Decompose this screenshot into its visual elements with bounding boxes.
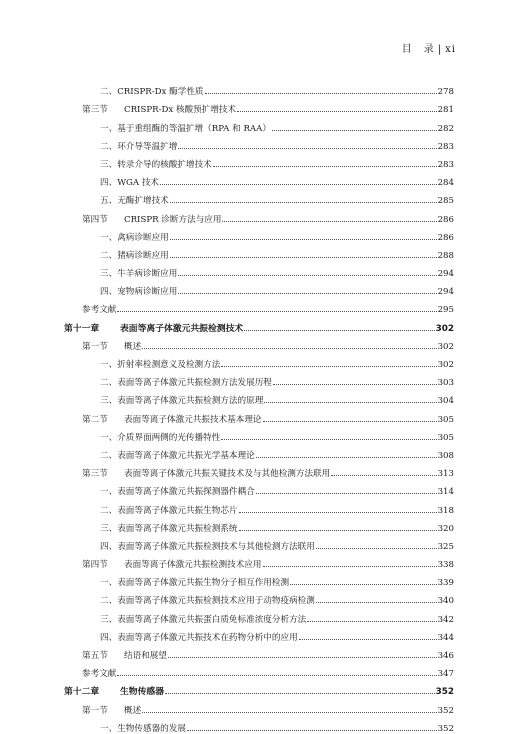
toc-entry-page: 281 [437, 105, 454, 116]
dot-leader [178, 147, 436, 149]
toc-entry-page: 303 [437, 378, 454, 389]
toc-entry-section: 第一节 [82, 705, 108, 716]
toc-entry-title: 三、表面等离子体激元共振检测系统 [100, 523, 238, 534]
toc-entry-section: 第三节 [82, 105, 108, 116]
toc-entry [64, 497, 454, 515]
toc-entry-title: 二、表面等离子体激元共振生物芯片 [100, 505, 238, 516]
toc-entry-section: 第二节 [82, 414, 108, 425]
toc-entry [64, 479, 454, 497]
dot-leader [187, 729, 437, 731]
toc-entry [64, 461, 454, 479]
dot-leader [239, 511, 437, 513]
toc-entry-page: 346 [437, 651, 454, 661]
toc-entry-title: 四、表面等离子体激元共振检测技术与其他检测方法联用 [100, 541, 315, 552]
dot-leader [263, 420, 437, 422]
toc-entry-title: 结语和展望 [124, 651, 167, 661]
toc-entry [64, 534, 454, 552]
toc-entry-section: 第五节 [82, 651, 108, 661]
toc-entry-page: 318 [437, 505, 454, 516]
dot-leader [221, 438, 436, 440]
toc-entry [64, 79, 454, 97]
toc-entry [64, 516, 454, 534]
dot-leader [331, 474, 436, 476]
dot-leader [263, 565, 437, 567]
toc-entry-page: 295 [437, 305, 454, 316]
toc-entry [64, 206, 454, 224]
dot-leader [142, 711, 436, 713]
toc-entry-title: 概述 [124, 705, 142, 716]
toc-entry-title: 二、表面等离子体激元共振检测方法发展历程 [100, 378, 272, 389]
toc-entry-page: 283 [437, 141, 454, 152]
toc-entry-page: 283 [437, 159, 454, 170]
toc-entry-title: 三、表面等离子体激元共振检测方法的原理 [100, 396, 264, 407]
dot-leader [213, 165, 437, 167]
dot-leader [239, 529, 437, 531]
toc-entry-page: 294 [437, 287, 454, 298]
toc-entry [64, 552, 454, 570]
toc-entry [64, 643, 454, 661]
toc-entry-title: 二、猪病诊断应用 [100, 250, 169, 261]
running-header [402, 40, 456, 55]
toc-entry [64, 297, 454, 315]
toc-entry-page: 352 [435, 687, 454, 698]
dot-leader [244, 329, 434, 331]
dot-leader [290, 583, 437, 585]
toc-entry-title: CRISPR 诊断方法与应用 [124, 214, 222, 225]
toc-entry-page: 285 [437, 196, 454, 207]
dot-leader [237, 110, 436, 112]
toc-entry-page: 352 [437, 723, 454, 734]
dot-leader [170, 201, 437, 203]
dot-leader [222, 220, 436, 222]
toc-entry-page: 286 [437, 214, 454, 225]
toc-entry-title: 一、生物传感器的发展 [100, 723, 186, 734]
toc-entry [64, 679, 454, 697]
toc-entry-title: 四、宠物病诊断应用 [100, 287, 178, 298]
header-title: 目 录 [401, 44, 435, 55]
toc-entry-title: 二、表面等离子体激元共振检测技术应用于动物疫病检测 [100, 596, 315, 607]
toc-entry-page: 294 [437, 269, 454, 280]
toc-entry-title: 四、WGA 技术 [100, 178, 160, 189]
toc-entry-page: 338 [437, 560, 454, 571]
toc-entry-title: 生物传感器 [120, 687, 164, 698]
dot-leader [316, 601, 437, 603]
header-separator: | [437, 44, 443, 55]
toc-entry [64, 406, 454, 424]
toc-entry-page: 314 [437, 487, 454, 498]
toc-entry-title: 表面等离子体激元共振关键技术及与其他检测方法联用 [124, 469, 331, 480]
dot-leader [272, 129, 437, 131]
dot-leader [221, 365, 436, 367]
toc-entry [64, 697, 454, 715]
toc-entry-page: 308 [437, 450, 454, 461]
toc-entry [64, 243, 454, 261]
toc-entry-page: 305 [437, 432, 454, 443]
toc-entry-title: 表面等离子体激元共振检测技术 [120, 323, 244, 334]
toc-entry-title: 表面等离子体激元共振技术基本理论 [124, 414, 262, 425]
dot-leader [273, 383, 437, 385]
toc-entry-title: 三、表面等离子体激元共振蛋白质免标准浓度分析方法 [100, 614, 307, 625]
toc-entry [64, 315, 454, 333]
toc-entry-title: CRISPR-Dx 核酸预扩增技术 [124, 105, 237, 116]
toc-entry-page: 339 [437, 578, 454, 589]
toc-entry-title: 一、表面等离子体激元共振生物分子相互作用检测 [100, 578, 290, 589]
toc-entry [64, 152, 454, 170]
toc-entry [64, 570, 454, 588]
toc-entry-page: 305 [437, 414, 454, 425]
toc-entry-page: 286 [437, 232, 454, 243]
dot-leader [142, 347, 436, 349]
toc-entry [64, 261, 454, 279]
toc-entry-page: 325 [437, 541, 454, 552]
dot-leader [316, 547, 437, 549]
toc-entry-title: 三、转录介导的核酸扩增技术 [100, 159, 212, 170]
dot-leader [256, 456, 437, 458]
toc-entry-title: 一、禽病诊断应用 [100, 232, 169, 243]
toc-entry-title: 一、基于重组酶的等温扩增（RPA 和 RAA） [100, 123, 271, 134]
dot-leader [160, 183, 437, 185]
dot-leader [117, 310, 436, 312]
toc-entry [64, 661, 454, 679]
toc-entry [64, 606, 454, 624]
toc-entry-section: 第四节 [82, 560, 108, 571]
toc-entry-title: 二、表面等离子体激元共振光学基本理论 [100, 450, 255, 461]
toc-entry-page: 302 [437, 341, 454, 352]
toc-entry [64, 370, 454, 388]
toc-entry-page: 288 [437, 250, 454, 261]
toc-entry-page: 284 [437, 178, 454, 189]
toc-entry-section: 第十二章 [64, 687, 100, 698]
dot-leader [178, 292, 436, 294]
header-page-number: xi [445, 44, 456, 55]
toc-entry-section: 第十一章 [64, 323, 100, 334]
toc-entry-section: 第一节 [82, 341, 108, 352]
toc-entry-title: 二、CRISPR-Dx 酶学性质 [100, 87, 204, 98]
toc-entry-page: 304 [437, 396, 454, 407]
toc-entry-section: 第四节 [82, 214, 108, 225]
toc-entry-page: 282 [437, 123, 454, 134]
dot-leader [165, 692, 435, 694]
toc-entry-title: 四、表面等离子体激元共振技术在药物分析中的应用 [100, 632, 298, 643]
toc-entry-title: 二、环介导等温扩增 [100, 141, 178, 152]
dot-leader [170, 256, 437, 258]
dot-leader [264, 401, 436, 403]
dot-leader [178, 274, 436, 276]
toc-entry [64, 352, 454, 370]
toc-entry-page: 340 [437, 596, 454, 607]
toc-entry [64, 388, 454, 406]
toc-entry [64, 625, 454, 643]
toc-entry-page: 313 [437, 469, 454, 480]
toc-entry-title: 概述 [124, 341, 142, 352]
toc-entry [64, 115, 454, 133]
toc-entry [64, 334, 454, 352]
table-of-contents [64, 79, 454, 734]
toc-entry-title: 一、表面等离子体激元共振探测器件耦合 [100, 487, 255, 498]
dot-leader [168, 656, 437, 658]
toc-entry-page: 278 [437, 87, 454, 98]
toc-entry [64, 588, 454, 606]
dot-leader [256, 492, 437, 494]
toc-entry-section: 第三节 [82, 469, 108, 480]
toc-entry [64, 97, 454, 115]
dot-leader [117, 674, 436, 676]
toc-entry-title: 三、牛羊病诊断应用 [100, 269, 178, 280]
toc-entry [64, 134, 454, 152]
toc-entry-title: 表面等离子体激元共振检测技术应用 [124, 560, 262, 571]
toc-entry-page: 344 [437, 632, 454, 643]
toc-entry-page: 302 [435, 323, 454, 334]
dot-leader [307, 620, 436, 622]
toc-entry [64, 716, 454, 734]
toc-entry [64, 443, 454, 461]
toc-entry-page: 302 [437, 360, 454, 370]
dot-leader [170, 238, 437, 240]
toc-entry-title: 五、无酶扩增技术 [100, 196, 169, 207]
toc-entry-title: 参考文献 [82, 669, 117, 680]
toc-entry-title: 一、介质界面两侧的光传播特性 [100, 432, 221, 443]
toc-entry [64, 170, 454, 188]
toc-entry [64, 188, 454, 206]
toc-entry [64, 225, 454, 243]
toc-entry-page: 342 [437, 614, 454, 625]
toc-entry-page: 347 [437, 669, 454, 680]
toc-entry [64, 425, 454, 443]
toc-entry-page: 320 [437, 523, 454, 534]
toc-entry-title: 一、折射率检测意义及检测方法 [100, 360, 221, 370]
toc-entry [64, 279, 454, 297]
dot-leader [205, 92, 437, 94]
dot-leader [299, 638, 437, 640]
toc-entry-page: 352 [437, 705, 454, 716]
toc-entry-title: 参考文献 [82, 305, 117, 316]
